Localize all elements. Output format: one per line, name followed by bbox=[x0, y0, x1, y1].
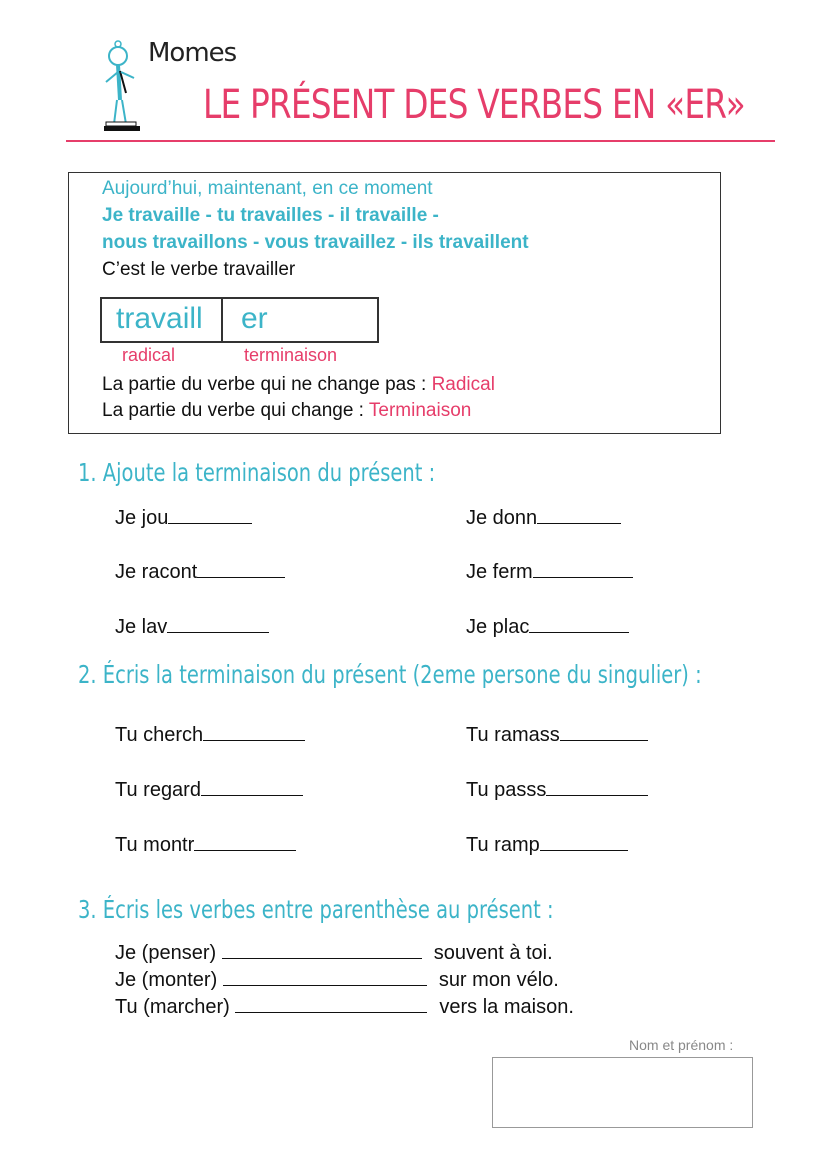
exercise-2-item: Tu cherch bbox=[115, 722, 305, 747]
definition-ending-term: Terminaison bbox=[368, 400, 472, 421]
exercise-1-item: Je plac bbox=[466, 614, 629, 639]
answer-blank[interactable] bbox=[537, 505, 621, 524]
lesson-line-conjugation-2: nous travaillons - vous travaillez - ils travaillent bbox=[102, 232, 529, 253]
exercise-3-item: Tu (marcher) vers la maison. bbox=[115, 996, 574, 1018]
brand-logo-text: Momes bbox=[148, 38, 237, 68]
exercise-3-item: Je (penser) souvent à toi. bbox=[115, 942, 553, 964]
lesson-line-conjugation-1: Je travaille - tu travailles - il travaille - bbox=[102, 205, 439, 226]
exercise-2-item: Tu montr bbox=[115, 832, 296, 857]
answer-blank[interactable] bbox=[167, 614, 269, 633]
answer-blank[interactable] bbox=[201, 777, 303, 796]
answer-blank[interactable] bbox=[533, 559, 633, 578]
name-label: Nom et prénom : bbox=[629, 1037, 734, 1053]
kid-mascot-logo bbox=[92, 38, 152, 138]
definition-ending bbox=[102, 400, 471, 422]
answer-blank[interactable] bbox=[235, 994, 427, 1013]
lesson-line-verb: C’est le verbe travailler bbox=[102, 259, 296, 280]
exercise-1-heading: 1. Ajoute la terminaison du présent : bbox=[78, 458, 436, 487]
exercise-1-item: Je lav bbox=[115, 614, 269, 639]
definition-ending-text: La partie du verbe qui change : bbox=[102, 400, 369, 421]
exercise-2-item: Tu passs bbox=[466, 777, 648, 802]
exercise-1-item: Je ferm bbox=[466, 559, 633, 584]
answer-blank[interactable] bbox=[197, 559, 285, 578]
verb-split-divider bbox=[221, 297, 223, 343]
exercise-1-item: Je donn bbox=[466, 505, 621, 530]
answer-blank[interactable] bbox=[222, 940, 422, 959]
definition-radical bbox=[102, 374, 495, 396]
answer-blank[interactable] bbox=[168, 505, 252, 524]
answer-blank[interactable] bbox=[194, 832, 296, 851]
definition-radical-term: Radical bbox=[431, 374, 495, 395]
ending-label: terminaison bbox=[244, 345, 338, 365]
ending-word: er bbox=[241, 302, 268, 335]
answer-blank[interactable] bbox=[546, 777, 648, 796]
page-title: LE PRÉSENT DES VERBES EN «ER» bbox=[203, 82, 745, 128]
lesson-line-time: Aujourd’hui, maintenant, en ce moment bbox=[102, 178, 433, 199]
exercise-2-item: Tu ramp bbox=[466, 832, 628, 857]
exercise-2-item: Tu ramass bbox=[466, 722, 648, 747]
exercise-3-item: Je (monter) sur mon vélo. bbox=[115, 969, 559, 991]
answer-blank[interactable] bbox=[540, 832, 628, 851]
answer-blank[interactable] bbox=[529, 614, 629, 633]
radical-label: radical bbox=[122, 345, 176, 365]
definition-radical-text: La partie du verbe qui ne change pas : bbox=[102, 374, 432, 395]
answer-blank[interactable] bbox=[203, 722, 305, 741]
answer-blank[interactable] bbox=[223, 967, 427, 986]
radical-word: travaill bbox=[116, 302, 203, 335]
exercise-1-item: Je jou bbox=[115, 505, 252, 530]
answer-blank[interactable] bbox=[560, 722, 648, 741]
exercise-3-heading: 3. Écris les verbes entre parenthèse au présent : bbox=[78, 895, 554, 924]
exercise-1-item: Je racont bbox=[115, 559, 285, 584]
header-divider bbox=[66, 140, 775, 142]
exercise-2-heading: 2. Écris la terminaison du présent (2eme persone du singulier) : bbox=[78, 660, 702, 689]
exercise-2-item: Tu regard bbox=[115, 777, 303, 802]
name-input-box[interactable] bbox=[492, 1057, 753, 1128]
